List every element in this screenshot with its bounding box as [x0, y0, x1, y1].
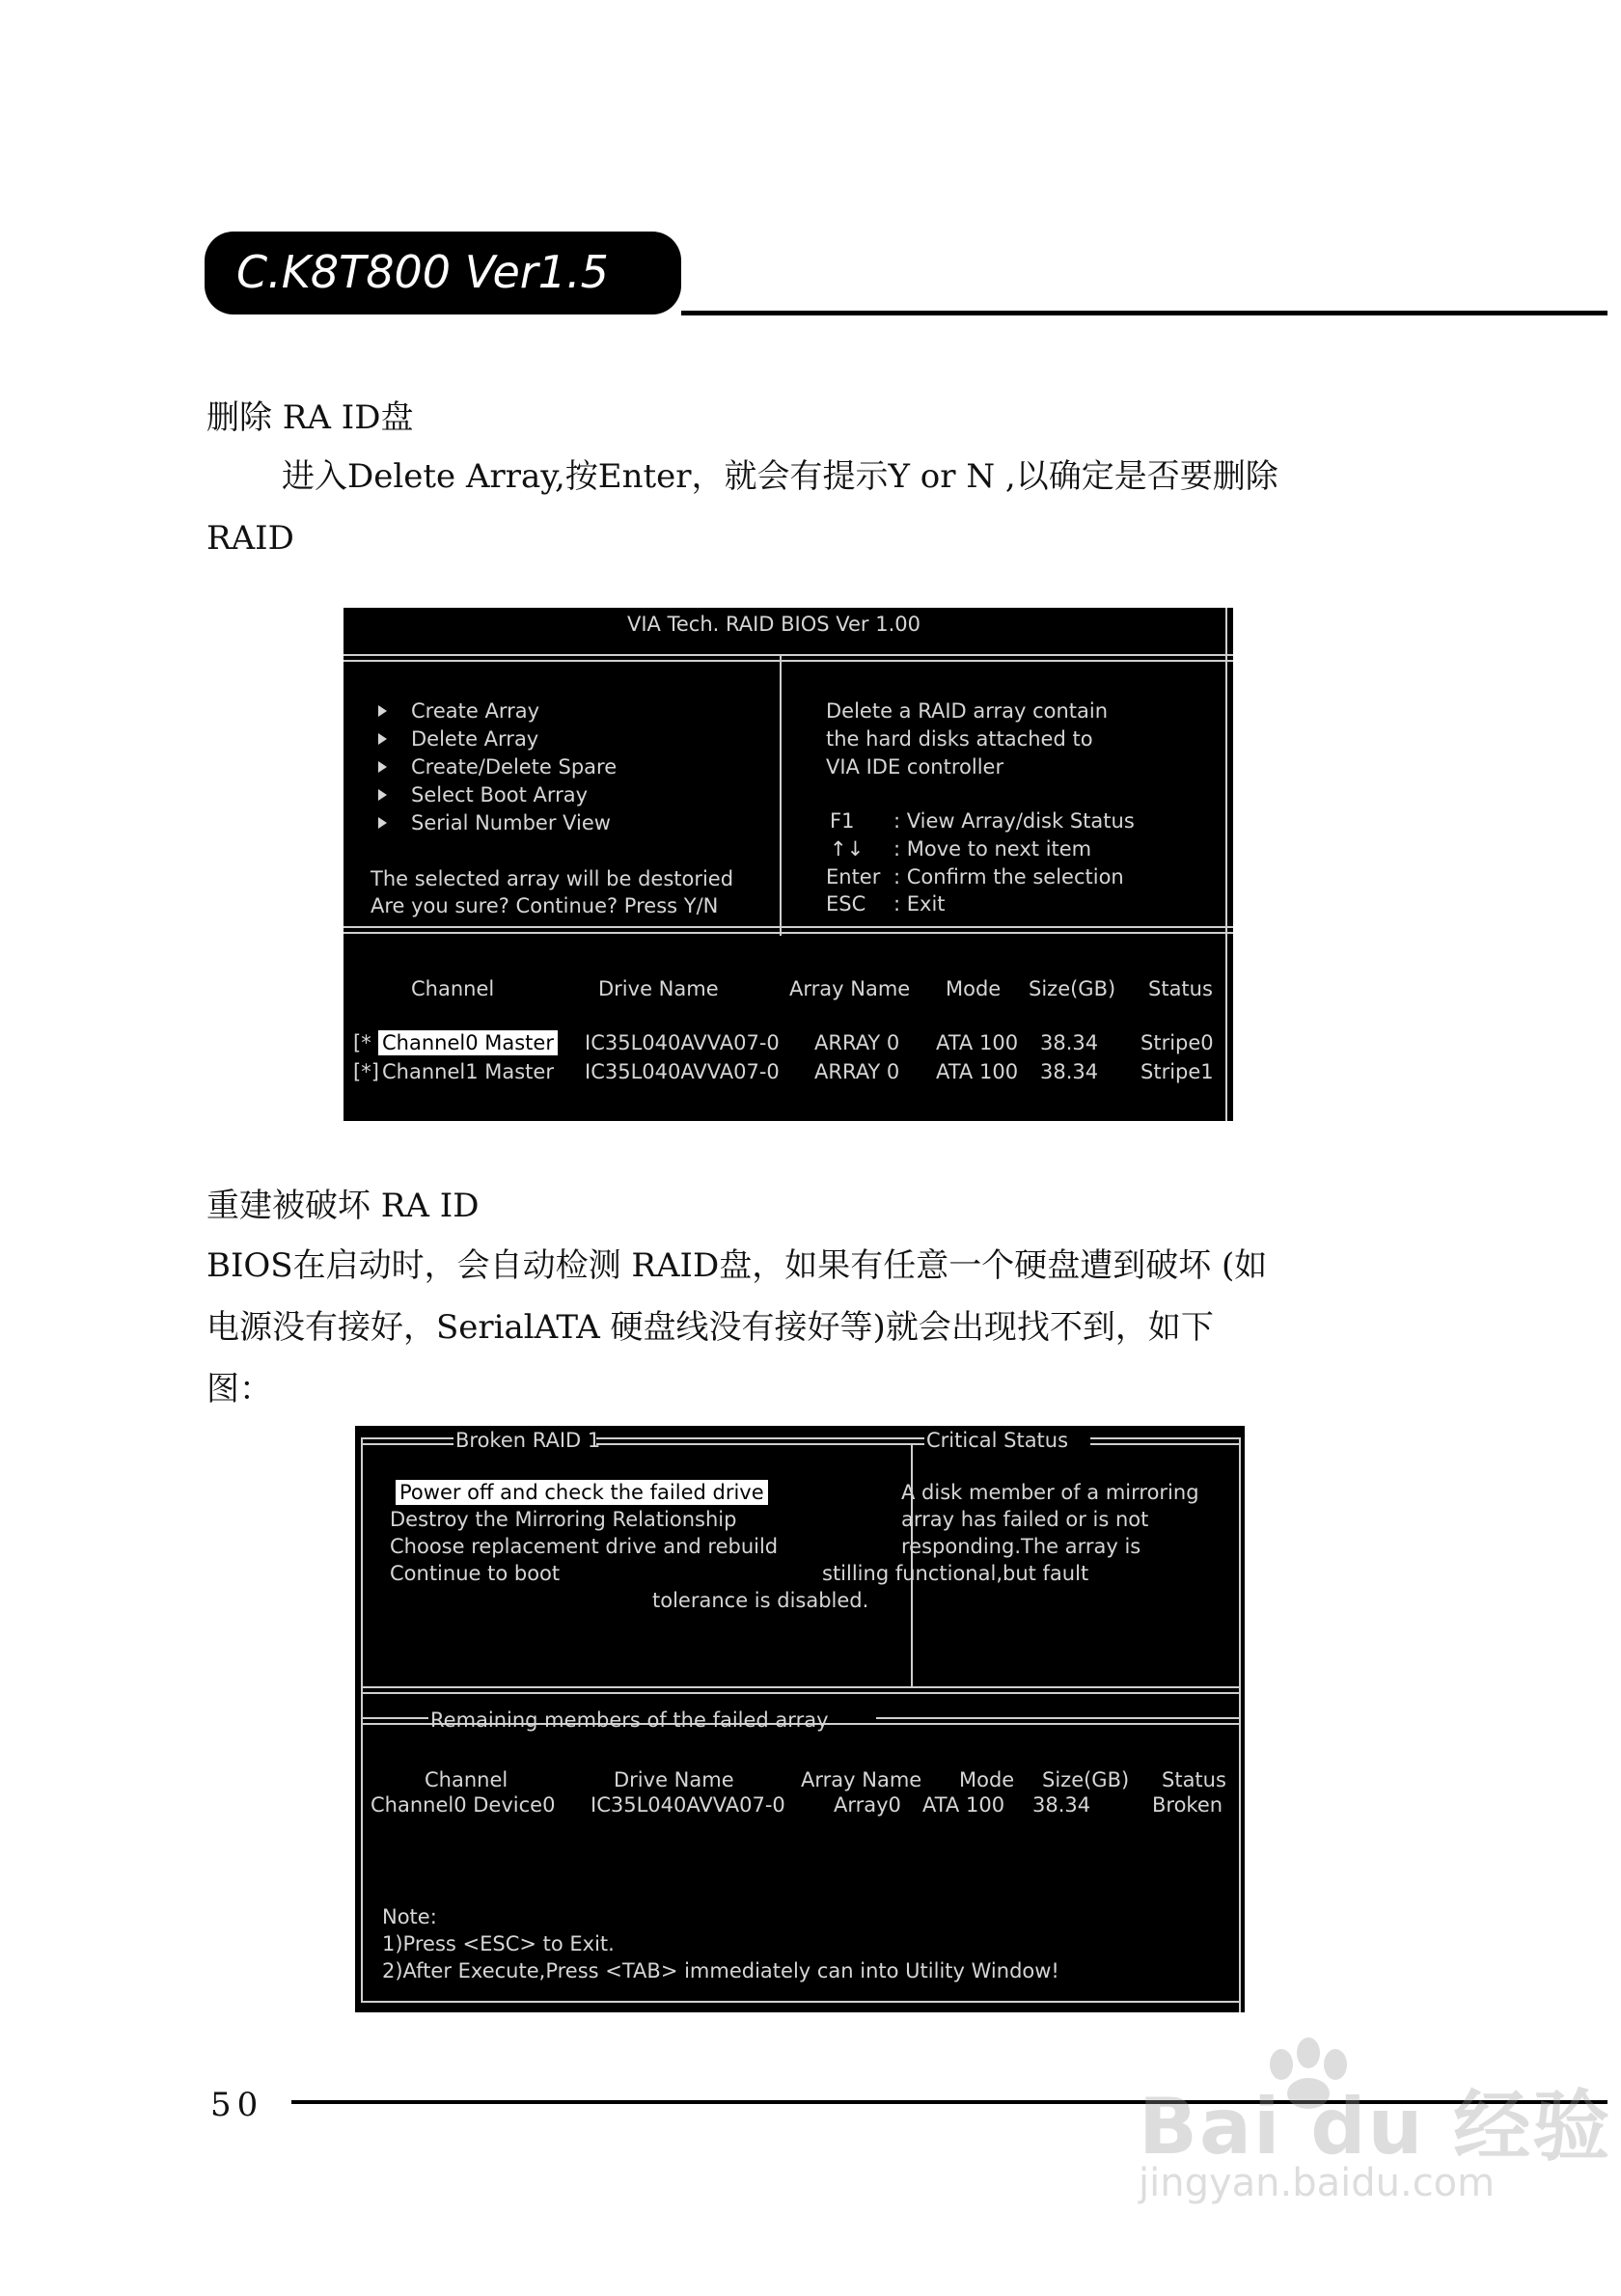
- table-cell-status: Broken: [1152, 1793, 1223, 1817]
- key-description: : Move to next item: [893, 837, 1092, 861]
- table-cell-size: 38.34: [1032, 1793, 1091, 1817]
- paragraph-line: BIOS在启动时，会自动检测 RAID盘，如果有任意一个硬盘遭到破坏 (如: [206, 1246, 1268, 1285]
- bios-screenshot-broken-raid: [355, 1426, 1245, 2012]
- status-line: tolerance is disabled.: [652, 1589, 869, 1612]
- panel-title-broken-raid: Broken RAID 1: [455, 1429, 601, 1452]
- table-cell-size: 38.34: [1040, 1031, 1099, 1054]
- column-header-mode: Mode: [959, 1768, 1015, 1791]
- column-header-size: Size(GB): [1042, 1768, 1130, 1791]
- row-select-mark: [*: [353, 1031, 371, 1054]
- key-label: Enter: [826, 865, 881, 888]
- table-cell-size: 38.34: [1040, 1060, 1099, 1083]
- watermark-url: jingyan.baidu.com: [1139, 2161, 1496, 2205]
- key-description: : Exit: [893, 892, 946, 916]
- key-label: F1: [830, 809, 855, 833]
- bios-title: VIA Tech. RAID BIOS Ver 1.00: [627, 613, 920, 636]
- option-destroy-mirroring[interactable]: Destroy the Mirroring Relationship: [390, 1508, 737, 1531]
- bios-screenshot-delete-array: [343, 608, 1233, 1121]
- note-line: 1)Press <ESC> to Exit.: [382, 1932, 615, 1955]
- option-continue-boot[interactable]: Continue to boot: [390, 1562, 561, 1585]
- paragraph-line: 电源没有接好，SerialATA 硬盘线没有接好等)就会出现找不到，如下: [206, 1308, 1214, 1347]
- menu-arrow-icon: [378, 817, 387, 829]
- table-cell-array: ARRAY 0: [814, 1031, 900, 1054]
- menu-arrow-icon: [378, 705, 387, 717]
- column-header-channel: Channel: [425, 1768, 508, 1791]
- column-header-array-name: Array Name: [789, 977, 911, 1000]
- column-header-mode: Mode: [946, 977, 1002, 1000]
- panel-title-critical-status: Critical Status: [926, 1429, 1069, 1452]
- menu-arrow-icon: [378, 733, 387, 745]
- help-description-line: Delete a RAID array contain: [826, 699, 1109, 723]
- table-cell-mode: ATA 100: [936, 1060, 1019, 1083]
- menu-item-select-boot-array[interactable]: Select Boot Array: [411, 783, 589, 806]
- arrow-keys-icon: ↑↓: [830, 837, 865, 861]
- header-rule: [681, 311, 1607, 315]
- table-cell-mode: ATA 100: [936, 1031, 1019, 1054]
- status-line: responding.The array is: [901, 1535, 1141, 1558]
- note-title: Note:: [382, 1905, 437, 1928]
- table-row-channel[interactable]: Channel1 Master: [382, 1060, 554, 1083]
- table-cell-array: ARRAY 0: [814, 1060, 900, 1083]
- column-header-size: Size(GB): [1029, 977, 1116, 1000]
- table-cell-status: Stripe1: [1140, 1060, 1214, 1083]
- column-header-drive-name: Drive Name: [614, 1768, 734, 1791]
- watermark-logo-text: Bai du 经验: [1139, 2082, 1612, 2172]
- status-line: A disk member of a mirroring: [901, 1481, 1199, 1504]
- key-description: : View Array/disk Status: [893, 809, 1135, 833]
- status-line: stilling functional,but fault: [822, 1562, 1089, 1585]
- column-header-channel: Channel: [411, 977, 495, 1000]
- members-title: Remaining members of the failed array: [430, 1708, 829, 1732]
- table-cell-drive: IC35L040AVVA07-0: [591, 1793, 785, 1817]
- status-line: array has failed or is not: [901, 1508, 1149, 1531]
- table-cell-array: Array0: [834, 1793, 901, 1817]
- note-line: 2)After Execute,Press <TAB> immediately can into Utility Window!: [382, 1959, 1059, 1982]
- section-title-rebuild-raid: 重建被破坏 RA ID: [206, 1187, 480, 1225]
- help-description-line: VIA IDE controller: [826, 755, 1004, 779]
- menu-item-create-delete-spare[interactable]: Create/Delete Spare: [411, 755, 618, 779]
- section-title-delete-raid: 删除 RA ID盘: [206, 398, 414, 437]
- paragraph-line: 图：: [206, 1370, 272, 1408]
- table-cell-status: Stripe0: [1140, 1031, 1214, 1054]
- column-header-array-name: Array Name: [801, 1768, 922, 1791]
- key-description: : Confirm the selection: [893, 865, 1124, 888]
- table-cell-channel: Channel0 Device0: [371, 1793, 556, 1817]
- paragraph-line: RAID: [206, 519, 294, 558]
- warning-line: Are you sure? Continue? Press Y/N: [371, 894, 719, 917]
- table-cell-drive: IC35L040AVVA07-0: [585, 1060, 780, 1083]
- column-header-drive-name: Drive Name: [598, 977, 719, 1000]
- column-header-status: Status: [1148, 977, 1213, 1000]
- option-power-off-check[interactable]: Power off and check the failed drive: [396, 1480, 768, 1505]
- row-select-mark: [*]: [353, 1060, 379, 1083]
- warning-line: The selected array will be destoried: [371, 867, 734, 890]
- help-description-line: the hard disks attached to: [826, 727, 1093, 751]
- paragraph-line: 进入Delete Array,按Enter，就会有提示Y or N ,以确定是否要删除: [282, 457, 1278, 496]
- menu-item-serial-number-view[interactable]: Serial Number View: [411, 811, 611, 834]
- column-header-status: Status: [1162, 1768, 1226, 1791]
- menu-item-create-array[interactable]: Create Array: [411, 699, 540, 723]
- page-header-title: C.K8T800 Ver1.5: [236, 246, 609, 298]
- table-row-selected-channel[interactable]: Channel0 Master: [378, 1030, 558, 1055]
- table-cell-mode: ATA 100: [922, 1793, 1005, 1817]
- menu-arrow-icon: [378, 761, 387, 773]
- key-label: ESC: [826, 892, 866, 916]
- menu-item-delete-array[interactable]: Delete Array: [411, 727, 539, 751]
- option-choose-replacement[interactable]: Choose replacement drive and rebuild: [390, 1535, 779, 1558]
- table-cell-drive: IC35L040AVVA07-0: [585, 1031, 780, 1054]
- baidu-watermark: [1139, 2036, 1612, 2219]
- page-number: 50: [210, 2086, 264, 2124]
- menu-arrow-icon: [378, 789, 387, 801]
